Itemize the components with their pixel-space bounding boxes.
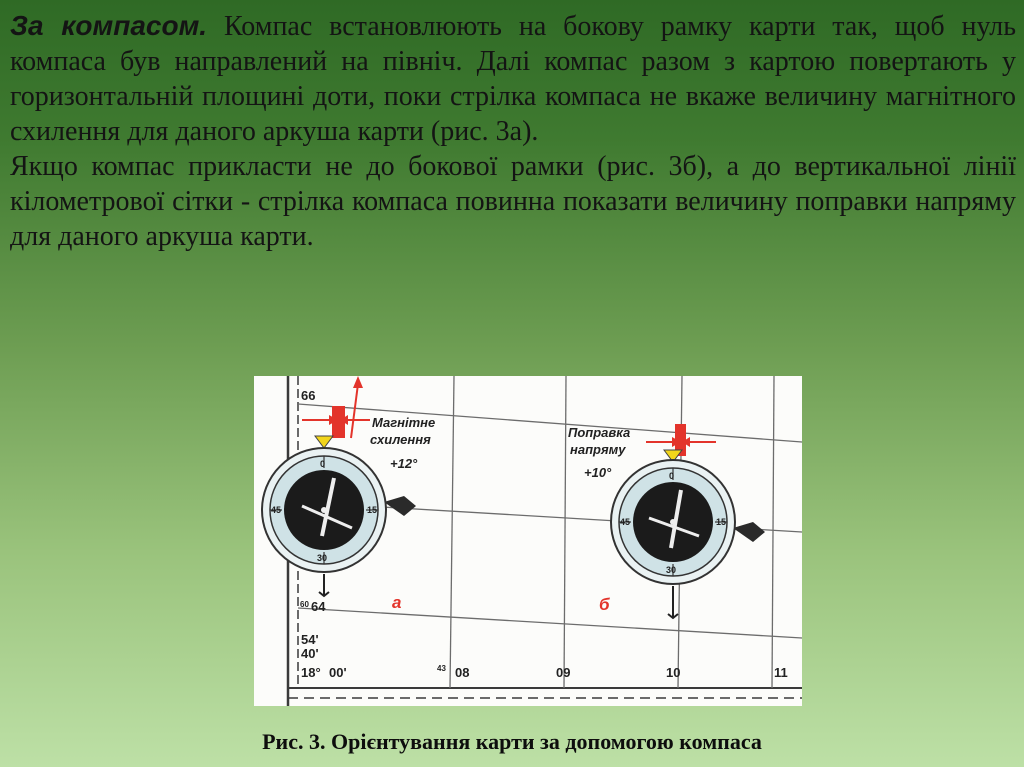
compass-a-south-mark: 30: [317, 553, 328, 563]
compass-a-north-mark: 0: [320, 459, 326, 469]
deviation-marker-a: [302, 376, 370, 438]
paragraph-1: [10, 8, 1016, 149]
label-43: 43: [437, 664, 446, 673]
compass-b: [611, 450, 765, 618]
label-54: 54': [301, 632, 319, 647]
annotation-b-line2: напряму: [570, 442, 626, 457]
compass-b-south-mark: 30: [666, 565, 677, 575]
label-08: 08: [455, 665, 470, 680]
annotation-b-line1: Поправка: [568, 425, 631, 440]
figure-caption: Рис. 3. Орієнтування карти за допомогою компаса: [262, 729, 762, 754]
label-00: 00': [329, 665, 347, 680]
text-block: [10, 8, 1016, 254]
label-18: 18°: [301, 665, 321, 680]
annotation-a-line1: Магнітне: [372, 415, 436, 430]
label-60-small: 60: [300, 600, 309, 609]
annotation-b-value: +10°: [584, 465, 612, 480]
annotation-a-line2: схилення: [370, 432, 431, 447]
label-66: 66: [301, 388, 316, 403]
compass-a-east-mark: 15: [367, 505, 378, 515]
figure-map-compass: [254, 376, 802, 706]
label-11: 11: [774, 665, 788, 680]
paragraph-2: Якщо компас прикласти не до бокової рамки (рис. 3б), а до вертикальної лінії кілометрової сітки - стрілка компаса повинна показати величину поправки напряму для даного аркуша карти.: [10, 151, 1016, 252]
panel-label-a: а: [392, 593, 402, 612]
annotation-a-value: +12°: [390, 456, 418, 471]
label-09: 09: [556, 665, 571, 680]
panel-label-b: б: [599, 595, 610, 614]
lead-phrase: За компасом.: [10, 10, 208, 41]
compass-a-west-mark: 45: [271, 505, 282, 515]
paragraph-1-text: Компас встановлюють на бокову рамку карти так, щоб нуль компаса був направлений на північ. Далі компас разом з картою повертають у горизонтальній площині доти, поки стрілка компаса не вкаже величину магнітного схилення для даного аркуша карти (рис. 3а).: [10, 11, 1017, 147]
compass-b-east-mark: 15: [716, 517, 727, 527]
label-64: 64: [311, 599, 326, 614]
compass-b-west-mark: 45: [620, 517, 631, 527]
label-40: 40': [301, 646, 319, 661]
map-figure-svg: [254, 376, 802, 706]
label-10: 10: [666, 665, 681, 680]
compass-b-north-mark: 0: [669, 471, 675, 481]
